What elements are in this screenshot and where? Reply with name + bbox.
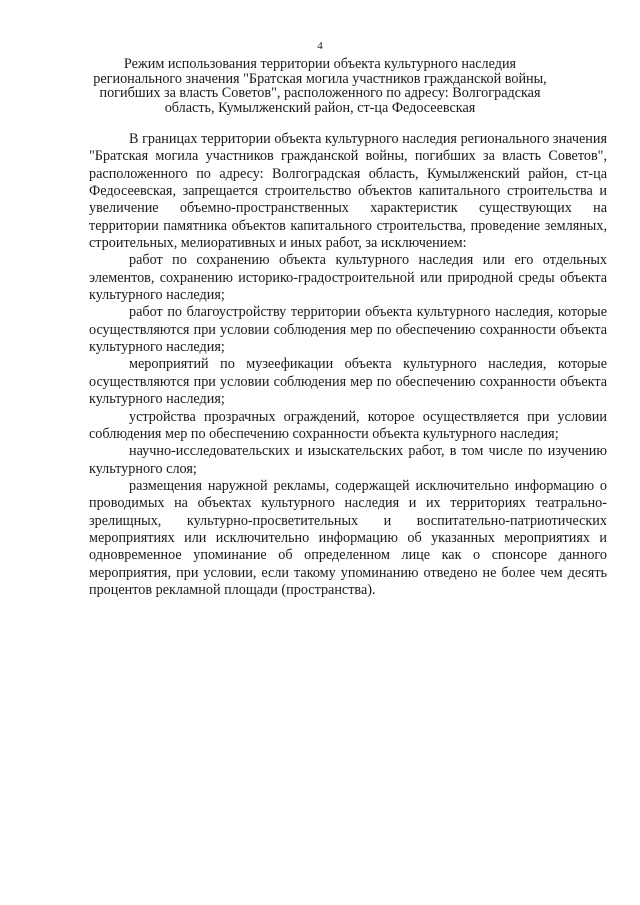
- exception-item-museumification: мероприятий по музеефикации объекта культурного наследия, которые осуществляются при условии соблюдения мер по обеспечению сохранности объекта культурного наследия;: [89, 356, 607, 408]
- heading-line-2: регионального значения "Братская могила участников гражданской войны,: [93, 70, 547, 87]
- document-body: [89, 131, 607, 599]
- exception-item-landscaping: работ по благоустройству территории объекта культурного наследия, которые осуществляются при условии соблюдения мер по обеспечению сохранности объекта культурного наследия;: [89, 304, 607, 356]
- exception-item-advertising: размещения наружной рекламы, содержащей исключительно информацию о проводимых на объектах культурного наследия и их территориях театрально-зрелищных, культурно-просветительных и воспитательно-патриотических мероприятиях или исключительно информацию об указанных мероприятиях и одновременное упоминание об определенном лице как о спонсоре данного мероприятия, при условии, если такому упоминанию отведено не более чем десять процентов рекламной площади (пространства).: [89, 477, 607, 598]
- exception-item-preservation: работ по сохранению объекта культурного наследия или его отдельных элементов, сохранению историко-градостроительной или природной среды объекта культурного наследия;: [89, 252, 607, 304]
- intro-paragraph: В границах территории объекта культурного наследия регионального значения "Братская могила участников гражданской войны, погибших за власть Советов", расположенного по адресу: Волгоградская область, Кумылженский район, ст-ца Федосеевская, запрещается строительство объектов капитального строительства и увеличение объемно-пространственных характеристик существующих на территории памятника объектов капитального строительства, проведение земляных, строительных, мелиоративных и иных работ, за исключением:: [89, 131, 607, 252]
- heading-line-4: область, Кумылженский район, ст-ца Федосеевская: [164, 99, 476, 116]
- page-number: 4: [317, 40, 323, 52]
- document-heading: [92, 57, 548, 115]
- heading-line-3: погибших за власть Советов", расположенного по адресу: Волгоградская: [99, 85, 541, 101]
- heading-line-1: Режим использования территории объекта культурного наследия: [123, 56, 517, 72]
- exception-item-fencing: устройства прозрачных ограждений, которое осуществляется при условии соблюдения мер по обеспечению сохранности объекта культурного наследия;: [89, 408, 607, 442]
- exception-item-research: научно-исследовательских и изыскательских работ, в том числе по изучению культурного слоя;: [89, 443, 607, 477]
